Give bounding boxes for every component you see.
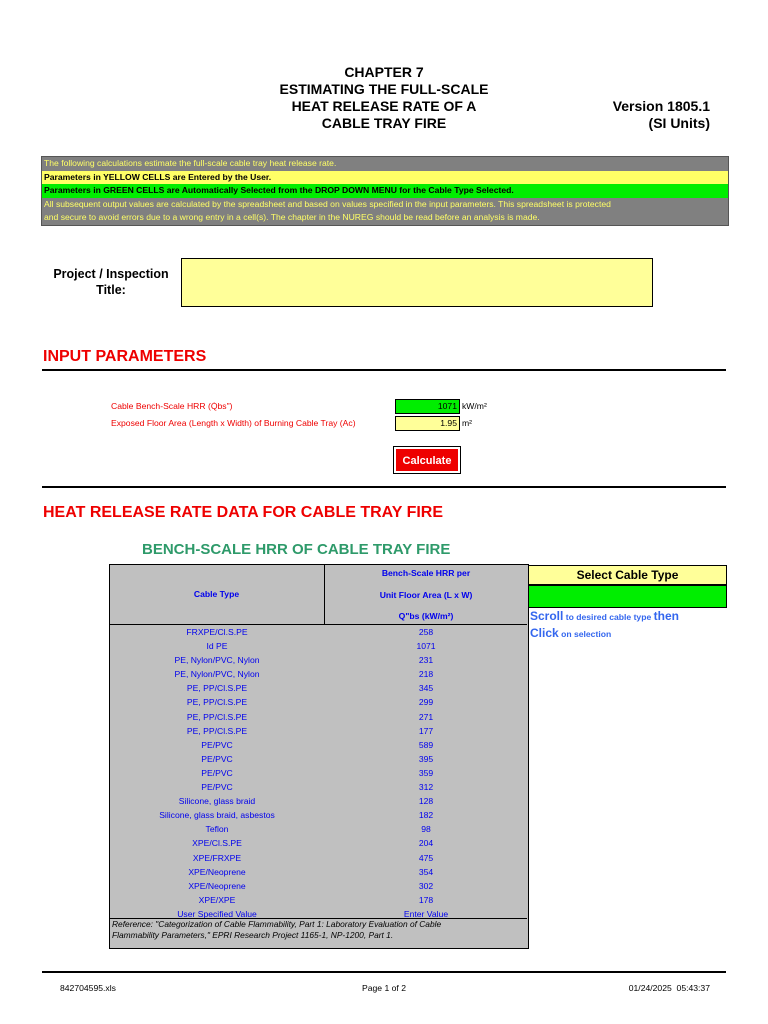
- hrr-value-cell: 299: [418, 697, 434, 708]
- version-block: [580, 98, 710, 132]
- table-row[interactable]: [109, 667, 527, 681]
- version-label: Version 1805.1: [612, 98, 710, 114]
- project-title-label: [40, 266, 182, 298]
- cable-type-cell: Id PE: [206, 641, 228, 652]
- table-body: [109, 625, 527, 921]
- table-row[interactable]: [109, 879, 527, 893]
- hrr-value-cell: 258: [418, 627, 434, 637]
- table-row[interactable]: [109, 893, 527, 907]
- scroll-word: Scroll: [530, 609, 564, 623]
- project-label-line: Project / Inspection: [53, 267, 169, 281]
- select-cable-type-label: Select Cable Type: [528, 565, 727, 585]
- table-row[interactable]: [109, 808, 527, 822]
- cable-type-cell: FRXPE/Cl.S.PE: [186, 627, 248, 637]
- hrr-value-cell: 178: [418, 894, 434, 905]
- hrr-value-cell: 204: [418, 838, 434, 849]
- table-row[interactable]: [109, 738, 527, 752]
- table-row[interactable]: [109, 681, 527, 695]
- hrr-value-cell: 182: [418, 810, 434, 821]
- select-instructions: [530, 608, 730, 642]
- hrr-value-cell: 312: [418, 782, 434, 793]
- hrr-value-cell: 1071: [416, 641, 436, 652]
- area-value-field[interactable]: 1.95: [395, 416, 460, 431]
- hrr-unit: kW/m²: [462, 401, 487, 411]
- cable-type-cell: PE, PP/Cl.S.PE: [186, 711, 248, 722]
- units-label: (SI Units): [648, 115, 710, 131]
- column-header-hrr-line: Bench-Scale HRR per: [381, 568, 471, 578]
- project-title-input[interactable]: [181, 258, 653, 307]
- cable-type-cell: PE, Nylon/PVC, Nylon: [174, 669, 260, 680]
- cable-type-cell: PE, PP/Cl.S.PE: [186, 697, 248, 708]
- divider: [42, 369, 726, 371]
- table-row[interactable]: [109, 766, 527, 780]
- click-text: on selection: [558, 629, 612, 639]
- table-row[interactable]: [109, 710, 527, 724]
- table-row[interactable]: [109, 639, 527, 653]
- cable-type-cell: XPE/FRXPE: [192, 852, 242, 863]
- hrr-value-cell: Enter Value: [403, 908, 449, 919]
- title-line: ESTIMATING THE FULL-SCALE: [279, 81, 489, 97]
- title-line: CHAPTER 7: [344, 64, 424, 80]
- cable-type-cell: PE, PP/Cl.S.PE: [186, 725, 248, 736]
- cable-type-cell: XPE/Neoprene: [188, 866, 246, 877]
- hrr-data-heading: HEAT RELEASE RATE DATA FOR CABLE TRAY FIRE: [43, 504, 444, 521]
- calculate-button[interactable]: Calculate: [394, 447, 460, 473]
- reference-line: Flammability Parameters," EPRI Research Project 1165-1, NP-1200, Part 1.: [112, 930, 394, 940]
- divider: [42, 486, 726, 488]
- cable-type-cell: XPE/Cl.S.PE: [192, 838, 242, 849]
- table-row[interactable]: [109, 865, 527, 879]
- cable-type-cell: PE, PP/Cl.S.PE: [186, 683, 248, 694]
- cable-type-cell: XPE/Neoprene: [188, 880, 246, 891]
- instructions-block: [41, 156, 729, 226]
- table-reference: [109, 918, 527, 941]
- project-label-line: Title:: [96, 283, 126, 297]
- footer-filename: 842704595.xls: [60, 983, 116, 993]
- hrr-value-field[interactable]: 1071: [395, 399, 460, 414]
- table-row[interactable]: [109, 836, 527, 850]
- cable-type-dropdown[interactable]: [528, 585, 727, 608]
- chapter-title: [230, 64, 538, 132]
- hrr-value-cell: 231: [418, 655, 434, 666]
- cable-type-cell: XPE/XPE: [198, 894, 236, 905]
- hrr-value-cell: 177: [418, 725, 434, 736]
- cable-type-cell: PE/PVC: [201, 739, 233, 750]
- title-line: HEAT RELEASE RATE OF A: [291, 98, 477, 114]
- note-line: The following calculations estimate the full-scale cable tray heat release rate.: [42, 157, 728, 171]
- cable-type-cell: Silicone, glass braid: [178, 796, 256, 807]
- table-row[interactable]: [109, 851, 527, 865]
- table-row[interactable]: [109, 653, 527, 667]
- column-header-hrr-line: Q"bs (kW/m²): [398, 611, 454, 621]
- table-row[interactable]: [109, 794, 527, 808]
- input-parameters-heading: INPUT PARAMETERS: [43, 348, 207, 365]
- hrr-value-cell: 345: [418, 683, 434, 694]
- hrr-value-cell: 395: [418, 753, 434, 764]
- hrr-value-cell: 98: [421, 824, 431, 835]
- hrr-value-cell: 302: [418, 880, 434, 891]
- area-unit: m²: [462, 418, 473, 428]
- then-word: then: [653, 609, 679, 623]
- hrr-value-cell: 128: [418, 796, 434, 807]
- hrr-input-label: Cable Bench-Scale HRR (Q̇bs"): [111, 401, 233, 411]
- table-row[interactable]: [109, 822, 527, 836]
- hrr-value-cell: 218: [418, 669, 434, 680]
- footer-timestamp: 01/24/2025 05:43:37: [628, 983, 710, 993]
- cable-type-cell: PE, Nylon/PVC, Nylon: [174, 655, 260, 666]
- hrr-value-cell: 359: [418, 767, 434, 778]
- note-line: Parameters in YELLOW CELLS are Entered by the User.: [42, 171, 728, 185]
- hrr-value-cell: 475: [418, 852, 434, 863]
- hrr-value-cell: 354: [418, 866, 434, 877]
- title-line: CABLE TRAY FIRE: [321, 115, 447, 131]
- hrr-value-cell: 271: [418, 711, 434, 722]
- column-header-hrr-line: Unit Floor Area (L x W): [379, 590, 473, 600]
- click-word: Click: [530, 626, 559, 640]
- table-row[interactable]: [109, 724, 527, 738]
- table-row[interactable]: [109, 780, 527, 794]
- hrr-value-cell: 589: [418, 739, 434, 750]
- note-line: All subsequent output values are calculated by the spreadsheet and based on values specified in the input parameters. This spreadsheet is protected: [42, 198, 728, 212]
- table-row[interactable]: [109, 695, 527, 709]
- area-input-label: Exposed Floor Area (Length x Width) of Burning Cable Tray (Ac): [111, 418, 356, 428]
- note-line: and secure to avoid errors due to a wrong entry in a cell(s). The chapter in the NUREG should be read before an analysis is made.: [42, 211, 728, 225]
- table-row[interactable]: [109, 625, 527, 639]
- reference-line: Reference: "Categorization of Cable Flammability, Part 1: Laboratory Evaluation of Cable: [112, 919, 442, 929]
- cable-type-cell: PE/PVC: [201, 753, 233, 764]
- cable-type-cell: PE/PVC: [201, 782, 233, 793]
- footer-divider: [42, 971, 726, 973]
- cable-type-cell: Teflon: [205, 824, 229, 835]
- scroll-text: to desired cable type: [563, 612, 654, 622]
- cable-type-cell: Silicone, glass braid, asbestos: [159, 810, 275, 821]
- note-line: Parameters in GREEN CELLS are Automatically Selected from the DROP DOWN MENU for the Cable Type Selected.: [42, 184, 728, 198]
- table-row[interactable]: [109, 752, 527, 766]
- bench-scale-heading: BENCH-SCALE HRR OF CABLE TRAY FIRE: [142, 541, 451, 558]
- footer-page-number: Page 1 of 2: [362, 983, 406, 993]
- column-header-cable-type: Cable Type: [193, 589, 240, 599]
- cable-type-cell: User Specified Value: [177, 908, 257, 919]
- cable-type-cell: PE/PVC: [201, 767, 233, 778]
